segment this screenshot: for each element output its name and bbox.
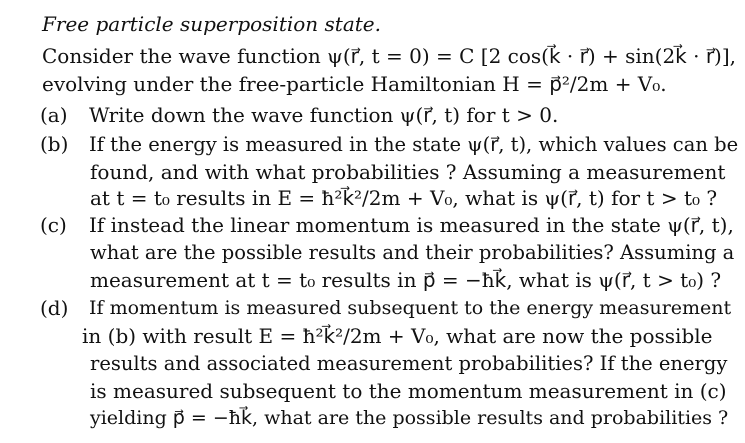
question-c-line-3: measurement at t = t₀ results in p⃗ = −ħk⃗, what is ψ(r⃗, t > t₀) ?	[90, 268, 722, 292]
question-c-line-1: If instead the linear momentum is measured in the state ψ(r⃗, t),	[89, 213, 734, 237]
question-a-line-1: Write down the wave function ψ(r⃗, t) for t > 0.	[89, 103, 559, 127]
question-b-line-1: If the energy is measured in the state ψ(r⃗, t), which values can be	[89, 133, 739, 156]
question-c-label: (c)	[40, 213, 67, 237]
intro-line-2: evolving under the free-particle Hamiltonian H = p⃗²/2m + V₀.	[42, 72, 667, 96]
problem-title: Free particle superposition state.	[42, 12, 381, 36]
question-d-line-2: in (b) with result E = ħ²k⃗²/2m + V₀, what are now the possible	[82, 324, 713, 348]
question-d-line-1: If momentum is measured subsequent to the energy measurement	[89, 297, 732, 319]
question-b-line-3: at t = t₀ results in E = ħ²k⃗²/2m + V₀, what is ψ(r⃗, t) for t > t₀ ?	[90, 186, 718, 210]
question-b-label: (b)	[40, 132, 69, 156]
question-d-line-3: results and associated measurement probabilities? If the energy	[90, 352, 728, 375]
intro-line-1: Consider the wave function ψ(r⃗, t = 0) = C [2 cos(k⃗ · r⃗) + sin(2k⃗ · r⃗)],	[42, 44, 737, 68]
question-d-line-5: yielding p⃗ = −ħk⃗, what are the possible results and probabilities ?	[90, 407, 729, 429]
question-d-line-4: is measured subsequent to the momentum measurement in (c)	[90, 379, 727, 403]
question-c-line-2: what are the possible results and their probabilities? Assuming a	[90, 241, 735, 264]
question-a-label: (a)	[40, 103, 68, 127]
question-b-line-2: found, and with what probabilities ? Assuming a measurement	[90, 160, 726, 184]
question-d-label: (d)	[40, 296, 69, 320]
